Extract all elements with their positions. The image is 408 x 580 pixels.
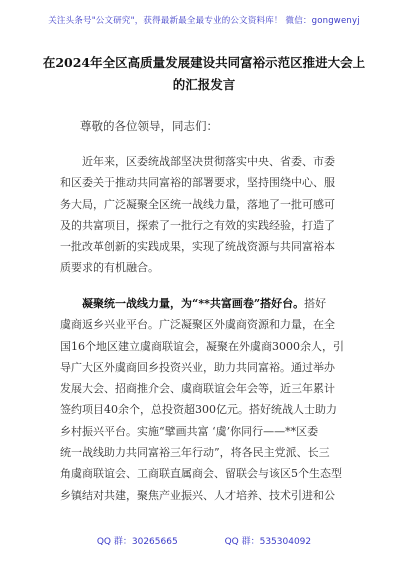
section-heading-bold: 凝聚统一战线力量，为“**共富画卷”搭好台。	[82, 297, 305, 310]
document-title-line-2: 的汇报发言	[172, 77, 236, 92]
header-banner: 关注头条号"公文研究"，获得最新最全最专业的公文资料库！ 微信：gongwenyj	[48, 16, 360, 26]
paragraph-1-line: 一批改革创新的实践成果，实现了统战资源与共同富裕本	[60, 240, 335, 254]
paragraph-2-line: 发展大会、招商推介会、虞商联谊会年会等，近三年累计	[60, 382, 335, 396]
footer-contact	[0, 534, 408, 547]
paragraph-2-lead-rest: 搭好	[304, 297, 327, 310]
paragraph-1	[60, 151, 356, 279]
paragraph-2-line: 虞商返乡兴业平台。广泛凝聚区外虞商资源和力量，在全	[60, 318, 335, 332]
paragraph-2-line: 乡村振兴平台。实施“擘画共富 ‘虞’你同行——**区委	[60, 424, 319, 438]
paragraph-2-line: 签约项目40余个，总投资超300亿元。搭好统战人士助力	[60, 403, 337, 417]
paragraph-1-line: 和区委关于推动共同富裕的部署要求，坚持围绕中心、服	[60, 176, 335, 190]
footer-qq-group-2: QQ 群：535304092	[224, 537, 312, 547]
paragraph-2	[60, 293, 356, 506]
paragraph-2-line: 角虞商联谊会、工商联直属商会、留联会与该区5个生态型	[60, 467, 342, 481]
paragraph-1-line: 质要求的有机融合。	[60, 261, 159, 275]
paragraph-2-first-line	[60, 293, 356, 314]
paragraph-1-line: 近年来，区委统战部坚决贯彻落实中央、省委、市委	[82, 155, 335, 168]
paragraph-2-line: 统一战线助力共同富裕三年行动”，将各民主党派、长三	[60, 446, 330, 460]
paragraph-2-line: 国16个地区建立虞商联谊会，凝聚在外虞商3000余人，引	[60, 339, 344, 353]
paragraph-1-line: 及的共富项目，探索了一批行之有效的实践经验，打造了	[60, 218, 335, 232]
document-title-line-1: 在2024年全区高质量发展建设共同富裕示范区推进大会上	[42, 55, 366, 70]
paragraph-1-line: 务大局，广泛凝聚全区统一战线力量，落地了一批可感可	[60, 197, 335, 211]
paragraph-2-line: 导广大区外虞商回乡投资兴业，助力共同富裕。通过举办	[60, 360, 335, 374]
footer-qq-group-1: QQ 群：30265665	[96, 537, 178, 547]
paragraph-2-line: 乡镇结对共建，聚焦产业振兴、人才培养、技术引进和公	[60, 488, 335, 502]
salutation: 尊敬的各位领导，同志们：	[80, 119, 218, 133]
